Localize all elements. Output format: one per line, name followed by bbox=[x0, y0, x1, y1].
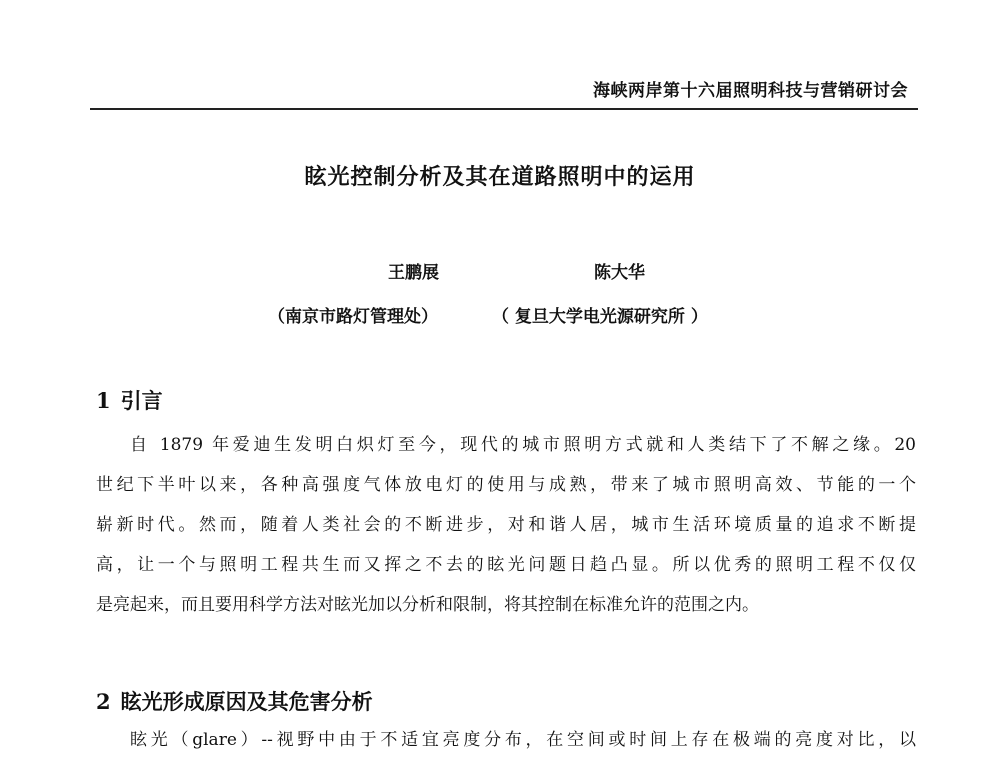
section-heading bbox=[96, 686, 373, 716]
paragraph-line: 是亮起来，而且要用科学方法对眩光加以分析和限制，将其控制在标准允许的范围之内。 bbox=[96, 595, 759, 615]
paragraph-line: 眩光（glare）--视野中由于不适宜亮度分布，在空间或时间上存在极端的亮度对比，以 bbox=[130, 730, 916, 750]
author-affiliation: （南京市路灯管理处） bbox=[268, 307, 438, 327]
section-number: 1 bbox=[96, 388, 111, 413]
author-name: 陈大华 bbox=[594, 263, 645, 283]
section-heading bbox=[96, 385, 163, 415]
paper-title: 眩光控制分析及其在道路照明中的运用 bbox=[304, 165, 696, 190]
section-paragraph bbox=[96, 720, 916, 760]
conference-name: 海峡两岸第十六届照明科技与营销研讨会 bbox=[593, 81, 908, 101]
paragraph-line: 崭新时代。然而，随着人类社会的不断进步，对和谐人居，城市生活环境质量的追求不断提 bbox=[96, 515, 916, 535]
header-rule bbox=[90, 108, 918, 110]
paragraph-line: 自 1879 年爱迪生发明白炽灯至今，现代的城市照明方式就和人类结下了不解之缘。20 bbox=[130, 435, 916, 455]
section-title: 引言 bbox=[120, 389, 163, 413]
paragraph-line: 高，让一个与照明工程共生而又挥之不去的眩光问题日趋凸显。所以优秀的照明工程不仅仅 bbox=[96, 555, 916, 575]
paragraph-line: 世纪下半叶以来，各种高强度气体放电灯的使用与成熟，带来了城市照明高效、节能的一个 bbox=[96, 475, 916, 495]
section-number: 2 bbox=[96, 689, 111, 714]
author-affiliation: （ 复旦大学电光源研究所 ） bbox=[492, 307, 708, 327]
section-paragraph bbox=[96, 425, 916, 625]
section-title: 眩光形成原因及其危害分析 bbox=[120, 690, 373, 714]
author-name: 王鹏展 bbox=[388, 263, 439, 283]
